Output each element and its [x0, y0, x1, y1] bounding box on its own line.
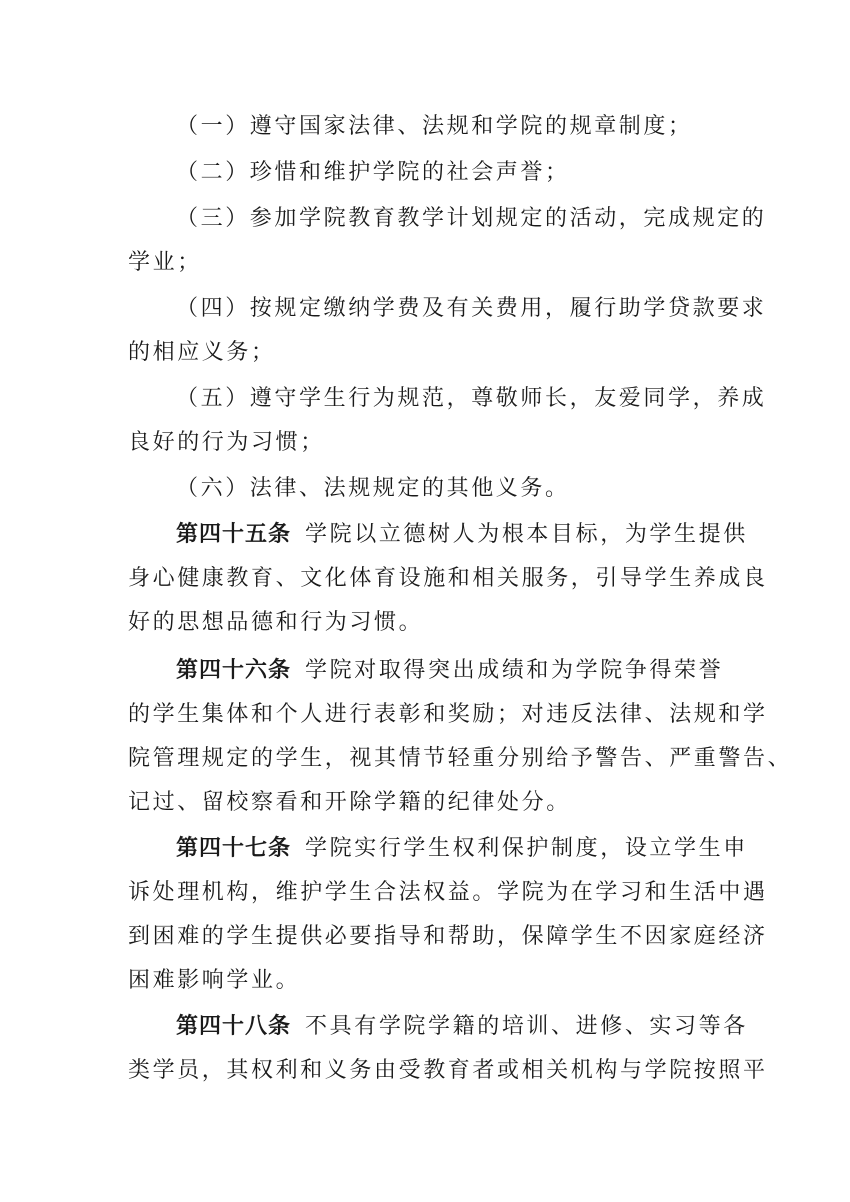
article-number: 第四十八条 — [176, 1014, 292, 1039]
obligation-item-3-continuation: 学业； — [128, 250, 202, 275]
obligation-item-6: （六）法律、法规规定的其他义务。 — [176, 476, 570, 501]
article-45-first-line — [176, 520, 748, 550]
article-47-line-3: 到困难的学生提供必要指导和帮助，保障学生不因家庭经济 — [128, 924, 768, 949]
obligation-item-5: （五）遵守学生行为规范，尊敬师长，友爱同学，养成 — [176, 386, 767, 411]
article-text: 学院对取得突出成绩和为学院争得荣誉 — [305, 658, 724, 683]
article-48-first-line — [176, 1012, 748, 1042]
article-45-line-2: 身心健康教育、文化体育设施和相关服务，引导学生养成良 — [128, 566, 768, 591]
article-46-line-2: 的学生集体和个人进行表彰和奖励；对违反法律、法规和学 — [128, 702, 768, 727]
obligation-item-4: （四）按规定缴纳学费及有关费用，履行助学贷款要求 — [176, 296, 767, 321]
article-47-line-2: 诉处理机构，维护学生合法权益。学院为在学习和生活中遇 — [128, 880, 768, 905]
article-46-line-3: 院管理规定的学生，视其情节轻重分别给予警告、严重警告、 — [128, 746, 793, 771]
obligation-item-3: （三）参加学院教育教学计划规定的活动，完成规定的 — [176, 206, 767, 231]
article-number: 第四十五条 — [176, 522, 292, 547]
article-number: 第四十六条 — [176, 658, 292, 683]
article-text: 不具有学院学籍的培训、进修、实习等各 — [305, 1014, 748, 1039]
article-47-line-4: 困难影响学业。 — [128, 968, 301, 993]
article-48-line-2: 类学员，其权利和义务由受教育者或相关机构与学院按照平 — [128, 1058, 768, 1083]
obligation-item-5-continuation: 良好的行为习惯； — [128, 430, 325, 455]
article-46-first-line — [176, 656, 723, 686]
article-number: 第四十七条 — [176, 836, 292, 861]
article-45-line-3: 好的思想品德和行为习惯。 — [128, 610, 424, 635]
obligation-item-1: （一）遵守国家法律、法规和学院的规章制度； — [176, 114, 693, 139]
article-text: 学院以立德树人为根本目标，为学生提供 — [305, 522, 748, 547]
obligation-item-4-continuation: 的相应义务； — [128, 340, 276, 365]
obligation-item-2: （二）珍惜和维护学院的社会声誉； — [176, 160, 570, 185]
article-text: 学院实行学生权利保护制度，设立学生申 — [305, 836, 748, 861]
article-47-first-line — [176, 834, 748, 864]
article-46-line-4: 记过、留校察看和开除学籍的纪律处分。 — [128, 790, 571, 815]
